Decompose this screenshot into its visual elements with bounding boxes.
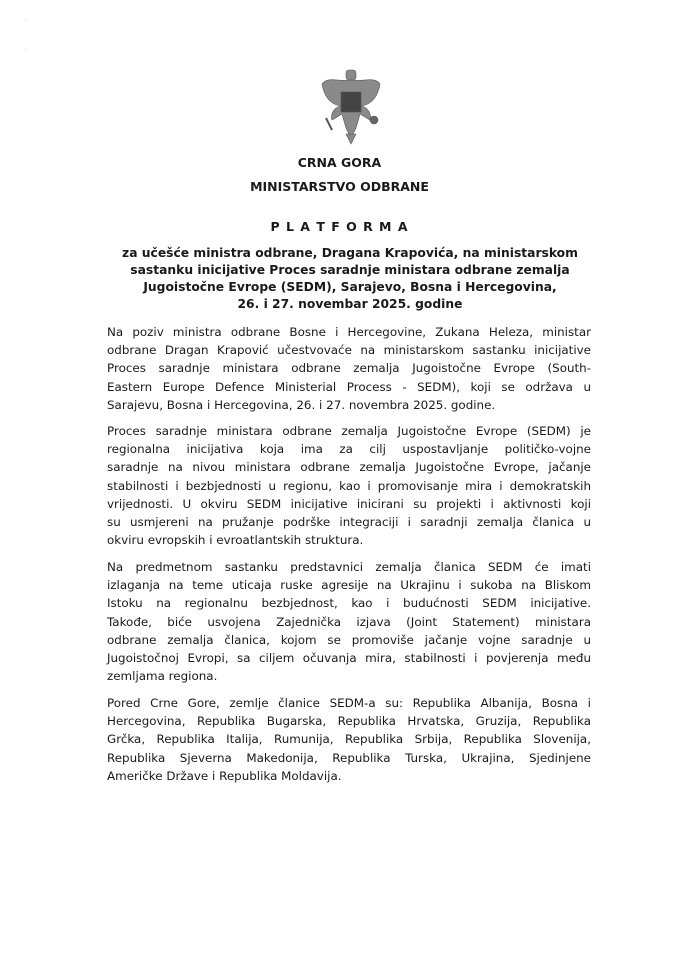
subtitle-line: Jugoistočne Evrope (SEDM), Sarajevo, Bosna i Hercegovina,	[143, 280, 557, 294]
document-subtitle	[120, 245, 580, 313]
paragraph-invitation	[107, 323, 591, 414]
text-line: Američke Države i Republika Moldavija.	[107, 768, 342, 783]
text-line: Takođe, biće usvojena Zajednička izjava (Joint Statement) ministara	[107, 614, 591, 629]
text-line: okviru evropskih i evroatlantskih struktura.	[107, 533, 364, 548]
text-line: stabilnosti i bezbjednosti u regionu, kao i promovisanje mira i demokratskih	[107, 478, 591, 493]
text-line: Grčka, Republika Italija, Rumunija, Republika Srbija, Republika Slovenija,	[107, 732, 591, 747]
text-line: Pored Crne Gore, zemlje članice SEDM-a su: Republika Albanija, Bosna i	[107, 696, 591, 710]
ministry-heading: MINISTARSTVO ODBRANE	[250, 179, 429, 194]
text-line: vrijednosti. U okviru SEDM inicijative inicirani su projekti i aktivnosti koji	[107, 496, 591, 511]
subtitle-line: 26. i 27. novembar 2025. godine	[237, 297, 463, 311]
coat-of-arms-emblem	[318, 68, 384, 146]
paragraph-meeting-agenda	[107, 558, 591, 685]
text-line: odbrane Dragan Krapović učestvovaće na ministarskom sastanku inicijative	[107, 343, 591, 358]
text-line: Republika Sjeverna Makedonija, Republika Turska, Ukrajina, Sjedinjene	[107, 750, 591, 765]
text-line: Na predmetnom sastanku predstavnici zemalja članica SEDM će imati	[107, 560, 591, 574]
text-line: zemljama regiona.	[107, 669, 218, 684]
text-line: Istoku na regionalnu bezbjednost, kao i budućnosti SEDM inicijative.	[107, 596, 591, 611]
subtitle-line: za učešće ministra odbrane, Dragana Krapovića, na ministarskom	[122, 246, 578, 260]
scan-marks: · ·	[24, 16, 27, 55]
text-line: Eastern Europe Defence Ministerial Process - SEDM), koji se održava u	[107, 379, 591, 394]
paragraph-member-states	[107, 694, 591, 785]
text-line: Proces saradnje ministara odbrane zemalja Jugoistočne Evrope (South-	[107, 361, 591, 376]
text-line: Jugoistočnoj Evropi, sa ciljem očuvanja mira, stabilnosti i povjerenja među	[107, 651, 591, 666]
paragraph-sedm-description	[107, 422, 591, 549]
text-line: Na poziv ministra odbrane Bosne i Hercegovine, Zukana Heleza, ministar	[107, 325, 591, 339]
text-line: Hercegovina, Republika Bugarska, Republika Hrvatska, Gruzija, Republika	[107, 714, 591, 729]
text-line: odbrane zemalja članica, kojom se promoviše jačanje vojne saradnje u	[107, 632, 591, 647]
text-line: saradnje na nivou ministara odbrane zemalja Jugoistočne Evrope, jačanje	[107, 460, 591, 475]
text-line: Proces saradnje ministara odbrane zemalja Jugoistočne Evrope (SEDM) je	[107, 424, 591, 438]
text-line: izlaganja na teme uticaja ruske agresije na Ukrajinu i sukoba na Bliskom	[107, 578, 591, 593]
text-line: su usmjereni na pružanje podrške integraciji i saradnji zemalja članica u	[107, 515, 591, 530]
document-title: P L A T F O R M A	[270, 219, 409, 234]
subtitle-line: sastanku inicijative Proces saradnje ministara odbrane zemalja	[130, 263, 570, 277]
text-line: Sarajevu, Bosna i Hercegovina, 26. i 27. novembra 2025. godine.	[107, 397, 496, 412]
country-heading: CRNA GORA	[297, 155, 382, 170]
text-line: regionalna inicijativa koja ima za cilj uspostavljanje političko-vojne	[107, 442, 591, 457]
